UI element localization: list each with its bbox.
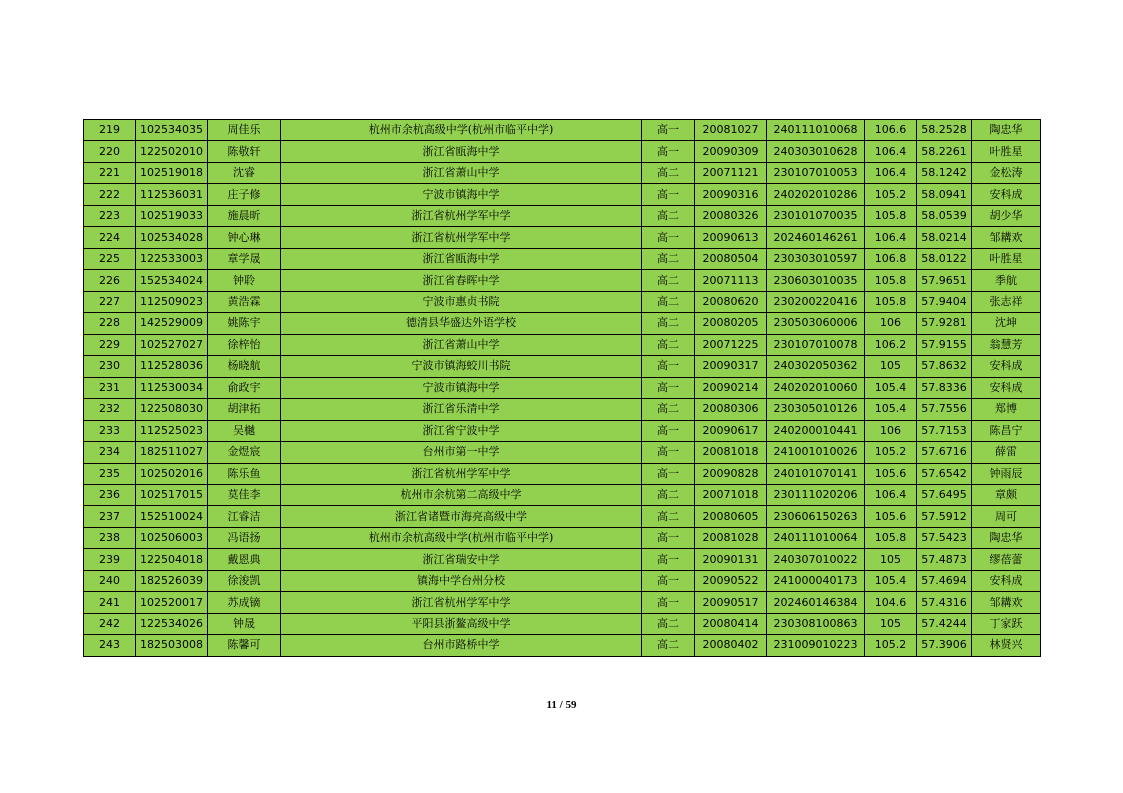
score-cell: 106.4: [865, 141, 917, 162]
score-cell: 105: [865, 549, 917, 570]
school-name-cell: 台州市第一中学: [281, 442, 642, 463]
student-code-cell: 240202010286: [767, 184, 865, 205]
table-row: [84, 120, 1041, 141]
percentile-cell: 57.6716: [917, 442, 972, 463]
table-body: [84, 120, 1041, 657]
results-table: [83, 119, 1041, 657]
student-name-cell: 钟晟: [208, 613, 281, 634]
rank-cell: 243: [84, 635, 136, 656]
exam-id-cell: 102517015: [136, 484, 208, 505]
student-code-cell: 240101070141: [767, 463, 865, 484]
score-cell: 105.4: [865, 377, 917, 398]
student-name-cell: 沈睿: [208, 162, 281, 183]
grade-cell: 高二: [642, 205, 695, 226]
student-code-cell: 240307010022: [767, 549, 865, 570]
percentile-cell: 57.6495: [917, 484, 972, 505]
student-code-cell: 230101070035: [767, 205, 865, 226]
grade-cell: 高一: [642, 227, 695, 248]
teacher-name-cell: 丁家跃: [972, 613, 1041, 634]
school-name-cell: 浙江省诸暨市海亮高级中学: [281, 506, 642, 527]
student-code-cell: 240111010064: [767, 527, 865, 548]
exam-id-cell: 112525023: [136, 420, 208, 441]
percentile-cell: 57.4873: [917, 549, 972, 570]
student-code-cell: 240302050362: [767, 356, 865, 377]
rank-cell: 240: [84, 570, 136, 591]
birth-date-cell: 20090214: [695, 377, 767, 398]
student-code-cell: 241000040173: [767, 570, 865, 591]
birth-date-cell: 20080205: [695, 313, 767, 334]
birth-date-cell: 20090316: [695, 184, 767, 205]
student-code-cell: 230111020206: [767, 484, 865, 505]
table-row: [84, 205, 1041, 226]
exam-id-cell: 102519018: [136, 162, 208, 183]
rank-cell: 231: [84, 377, 136, 398]
percentile-cell: 57.9155: [917, 334, 972, 355]
percentile-cell: 57.3906: [917, 635, 972, 656]
score-cell: 105.8: [865, 291, 917, 312]
teacher-name-cell: 安科成: [972, 184, 1041, 205]
rank-cell: 229: [84, 334, 136, 355]
school-name-cell: 浙江省杭州学军中学: [281, 463, 642, 484]
student-name-cell: 胡津拓: [208, 399, 281, 420]
grade-cell: 高一: [642, 570, 695, 591]
exam-id-cell: 152510024: [136, 506, 208, 527]
percentile-cell: 58.0122: [917, 248, 972, 269]
grade-cell: 高一: [642, 377, 695, 398]
exam-id-cell: 112536031: [136, 184, 208, 205]
table-row: [84, 592, 1041, 613]
teacher-name-cell: 张志祥: [972, 291, 1041, 312]
student-name-cell: 苏成镝: [208, 592, 281, 613]
student-code-cell: 230200220416: [767, 291, 865, 312]
grade-cell: 高二: [642, 399, 695, 420]
birth-date-cell: 20081028: [695, 527, 767, 548]
grade-cell: 高二: [642, 613, 695, 634]
table-row: [84, 613, 1041, 634]
school-name-cell: 浙江省杭州学军中学: [281, 227, 642, 248]
percentile-cell: 57.5912: [917, 506, 972, 527]
teacher-name-cell: 陈昌宁: [972, 420, 1041, 441]
score-cell: 105.6: [865, 506, 917, 527]
teacher-name-cell: 缪蓓蕾: [972, 549, 1041, 570]
grade-cell: 高一: [642, 549, 695, 570]
school-name-cell: 浙江省萧山中学: [281, 334, 642, 355]
teacher-name-cell: 章颇: [972, 484, 1041, 505]
birth-date-cell: 20081018: [695, 442, 767, 463]
rank-cell: 238: [84, 527, 136, 548]
percentile-cell: 57.4244: [917, 613, 972, 634]
school-name-cell: 宁波市镇海蛟川书院: [281, 356, 642, 377]
table-row: [84, 420, 1041, 441]
teacher-name-cell: 安科成: [972, 570, 1041, 591]
rank-cell: 225: [84, 248, 136, 269]
table-row: [84, 442, 1041, 463]
rank-cell: 220: [84, 141, 136, 162]
score-cell: 104.6: [865, 592, 917, 613]
percentile-cell: 58.2261: [917, 141, 972, 162]
score-cell: 105.8: [865, 205, 917, 226]
student-code-cell: 202460146384: [767, 592, 865, 613]
student-name-cell: 陈乐鱼: [208, 463, 281, 484]
student-code-cell: 231009010223: [767, 635, 865, 656]
exam-id-cell: 102506003: [136, 527, 208, 548]
school-name-cell: 德清县华盛达外语学校: [281, 313, 642, 334]
rank-cell: 222: [84, 184, 136, 205]
school-name-cell: 浙江省瓯海中学: [281, 141, 642, 162]
grade-cell: 高一: [642, 463, 695, 484]
student-code-cell: 230308100863: [767, 613, 865, 634]
student-code-cell: 230107010078: [767, 334, 865, 355]
grade-cell: 高一: [642, 592, 695, 613]
table-row: [84, 463, 1041, 484]
teacher-name-cell: 叶胜星: [972, 248, 1041, 269]
percentile-cell: 57.9281: [917, 313, 972, 334]
teacher-name-cell: 胡少华: [972, 205, 1041, 226]
rank-cell: 221: [84, 162, 136, 183]
school-name-cell: 宁波市惠贞书院: [281, 291, 642, 312]
teacher-name-cell: 安科成: [972, 377, 1041, 398]
birth-date-cell: 20080605: [695, 506, 767, 527]
birth-date-cell: 20080402: [695, 635, 767, 656]
student-name-cell: 钟心琳: [208, 227, 281, 248]
rank-cell: 239: [84, 549, 136, 570]
score-cell: 105.2: [865, 635, 917, 656]
teacher-name-cell: 林贤兴: [972, 635, 1041, 656]
table-row: [84, 399, 1041, 420]
teacher-name-cell: 薛雷: [972, 442, 1041, 463]
school-name-cell: 杭州市余杭高级中学(杭州市临平中学): [281, 527, 642, 548]
percentile-cell: 57.8632: [917, 356, 972, 377]
table-row: [84, 291, 1041, 312]
birth-date-cell: 20090613: [695, 227, 767, 248]
table-row: [84, 270, 1041, 291]
percentile-cell: 57.8336: [917, 377, 972, 398]
score-cell: 105.2: [865, 184, 917, 205]
student-code-cell: 240111010068: [767, 120, 865, 141]
teacher-name-cell: 周可: [972, 506, 1041, 527]
teacher-name-cell: 邹耩欢: [972, 592, 1041, 613]
birth-date-cell: 20080620: [695, 291, 767, 312]
school-name-cell: 镇海中学台州分校: [281, 570, 642, 591]
student-name-cell: 戴恩典: [208, 549, 281, 570]
student-code-cell: 230503060006: [767, 313, 865, 334]
student-code-cell: 202460146261: [767, 227, 865, 248]
teacher-name-cell: 郑博: [972, 399, 1041, 420]
exam-id-cell: 122533003: [136, 248, 208, 269]
student-name-cell: 莫佳李: [208, 484, 281, 505]
student-code-cell: 241001010026: [767, 442, 865, 463]
rank-cell: 228: [84, 313, 136, 334]
percentile-cell: 57.7153: [917, 420, 972, 441]
exam-id-cell: 112509023: [136, 291, 208, 312]
rank-cell: 233: [84, 420, 136, 441]
percentile-cell: 57.9651: [917, 270, 972, 291]
table-row: [84, 635, 1041, 656]
exam-id-cell: 102534028: [136, 227, 208, 248]
table-row: [84, 227, 1041, 248]
grade-cell: 高一: [642, 527, 695, 548]
birth-date-cell: 20090309: [695, 141, 767, 162]
score-cell: 105.4: [865, 570, 917, 591]
grade-cell: 高二: [642, 291, 695, 312]
grade-cell: 高二: [642, 334, 695, 355]
rank-cell: 232: [84, 399, 136, 420]
percentile-cell: 57.7556: [917, 399, 972, 420]
birth-date-cell: 20081027: [695, 120, 767, 141]
student-name-cell: 黄浩霖: [208, 291, 281, 312]
grade-cell: 高一: [642, 141, 695, 162]
grade-cell: 高二: [642, 484, 695, 505]
percentile-cell: 57.9404: [917, 291, 972, 312]
teacher-name-cell: 陶忠华: [972, 120, 1041, 141]
school-name-cell: 宁波市镇海中学: [281, 377, 642, 398]
birth-date-cell: 20080504: [695, 248, 767, 269]
rank-cell: 236: [84, 484, 136, 505]
rank-cell: 227: [84, 291, 136, 312]
student-name-cell: 钟聆: [208, 270, 281, 291]
score-cell: 106.6: [865, 120, 917, 141]
teacher-name-cell: 邹耩欢: [972, 227, 1041, 248]
rank-cell: 241: [84, 592, 136, 613]
school-name-cell: 浙江省杭州学军中学: [281, 205, 642, 226]
table-row: [84, 184, 1041, 205]
student-code-cell: 240202010060: [767, 377, 865, 398]
student-name-cell: 周佳乐: [208, 120, 281, 141]
table-row: [84, 506, 1041, 527]
birth-date-cell: 20080414: [695, 613, 767, 634]
student-name-cell: 徐浚凯: [208, 570, 281, 591]
exam-id-cell: 102527027: [136, 334, 208, 355]
table-row: [84, 484, 1041, 505]
school-name-cell: 浙江省乐清中学: [281, 399, 642, 420]
exam-id-cell: 142529009: [136, 313, 208, 334]
grade-cell: 高一: [642, 184, 695, 205]
student-code-cell: 230303010597: [767, 248, 865, 269]
exam-id-cell: 152534024: [136, 270, 208, 291]
score-cell: 106: [865, 420, 917, 441]
grade-cell: 高二: [642, 248, 695, 269]
birth-date-cell: 20090317: [695, 356, 767, 377]
school-name-cell: 杭州市余杭第二高级中学: [281, 484, 642, 505]
teacher-name-cell: 沈坤: [972, 313, 1041, 334]
student-name-cell: 吴樾: [208, 420, 281, 441]
student-name-cell: 杨晓航: [208, 356, 281, 377]
score-cell: 106.4: [865, 484, 917, 505]
percentile-cell: 58.2528: [917, 120, 972, 141]
score-cell: 105.6: [865, 463, 917, 484]
rank-cell: 235: [84, 463, 136, 484]
student-name-cell: 庄子修: [208, 184, 281, 205]
score-cell: 105.8: [865, 270, 917, 291]
rank-cell: 234: [84, 442, 136, 463]
birth-date-cell: 20080326: [695, 205, 767, 226]
exam-id-cell: 122504018: [136, 549, 208, 570]
birth-date-cell: 20080306: [695, 399, 767, 420]
teacher-name-cell: 叶胜星: [972, 141, 1041, 162]
student-code-cell: 230603010035: [767, 270, 865, 291]
student-code-cell: 240200010441: [767, 420, 865, 441]
student-name-cell: 章学晟: [208, 248, 281, 269]
birth-date-cell: 20090617: [695, 420, 767, 441]
exam-id-cell: 182503008: [136, 635, 208, 656]
page-number: 11 / 59: [546, 699, 577, 711]
grade-cell: 高二: [642, 162, 695, 183]
birth-date-cell: 20090828: [695, 463, 767, 484]
birth-date-cell: 20071018: [695, 484, 767, 505]
student-name-cell: 俞政宇: [208, 377, 281, 398]
grade-cell: 高二: [642, 270, 695, 291]
table-row: [84, 162, 1041, 183]
student-code-cell: 230606150263: [767, 506, 865, 527]
rank-cell: 237: [84, 506, 136, 527]
school-name-cell: 浙江省杭州学军中学: [281, 592, 642, 613]
student-name-cell: 陈馨可: [208, 635, 281, 656]
score-cell: 106.4: [865, 162, 917, 183]
school-name-cell: 平阳县浙鳌高级中学: [281, 613, 642, 634]
student-name-cell: 江睿洁: [208, 506, 281, 527]
birth-date-cell: 20090522: [695, 570, 767, 591]
percentile-cell: 58.0214: [917, 227, 972, 248]
teacher-name-cell: 季航: [972, 270, 1041, 291]
grade-cell: 高二: [642, 635, 695, 656]
student-name-cell: 徐梓怡: [208, 334, 281, 355]
exam-id-cell: 102502016: [136, 463, 208, 484]
exam-id-cell: 122502010: [136, 141, 208, 162]
grade-cell: 高一: [642, 442, 695, 463]
teacher-name-cell: 陶忠华: [972, 527, 1041, 548]
birth-date-cell: 20090517: [695, 592, 767, 613]
grade-cell: 高二: [642, 506, 695, 527]
table-row: [84, 334, 1041, 355]
birth-date-cell: 20071225: [695, 334, 767, 355]
exam-id-cell: 182526039: [136, 570, 208, 591]
student-code-cell: 230305010126: [767, 399, 865, 420]
school-name-cell: 杭州市余杭高级中学(杭州市临平中学): [281, 120, 642, 141]
score-cell: 105: [865, 613, 917, 634]
student-name-cell: 施晨昕: [208, 205, 281, 226]
school-name-cell: 浙江省萧山中学: [281, 162, 642, 183]
rank-cell: 226: [84, 270, 136, 291]
exam-id-cell: 112528036: [136, 356, 208, 377]
student-name-cell: 姚陈宇: [208, 313, 281, 334]
teacher-name-cell: 安科成: [972, 356, 1041, 377]
table-row: [84, 141, 1041, 162]
grade-cell: 高二: [642, 313, 695, 334]
rank-cell: 224: [84, 227, 136, 248]
birth-date-cell: 20071113: [695, 270, 767, 291]
table-row: [84, 527, 1041, 548]
teacher-name-cell: 金松涛: [972, 162, 1041, 183]
percentile-cell: 58.0539: [917, 205, 972, 226]
rank-cell: 223: [84, 205, 136, 226]
percentile-cell: 58.1242: [917, 162, 972, 183]
percentile-cell: 57.5423: [917, 527, 972, 548]
teacher-name-cell: 钟雨辰: [972, 463, 1041, 484]
school-name-cell: 宁波市镇海中学: [281, 184, 642, 205]
grade-cell: 高一: [642, 420, 695, 441]
percentile-cell: 57.4694: [917, 570, 972, 591]
percentile-cell: 57.6542: [917, 463, 972, 484]
exam-id-cell: 122508030: [136, 399, 208, 420]
school-name-cell: 浙江省春晖中学: [281, 270, 642, 291]
score-cell: 105.2: [865, 442, 917, 463]
score-cell: 105: [865, 356, 917, 377]
exam-id-cell: 102534035: [136, 120, 208, 141]
score-cell: 105.4: [865, 399, 917, 420]
exam-id-cell: 182511027: [136, 442, 208, 463]
rank-cell: 242: [84, 613, 136, 634]
exam-id-cell: 122534026: [136, 613, 208, 634]
school-name-cell: 台州市路桥中学: [281, 635, 642, 656]
school-name-cell: 浙江省宁波中学: [281, 420, 642, 441]
school-name-cell: 浙江省瑞安中学: [281, 549, 642, 570]
table-row: [84, 549, 1041, 570]
score-cell: 106.4: [865, 227, 917, 248]
student-name-cell: 金煜宸: [208, 442, 281, 463]
grade-cell: 高一: [642, 356, 695, 377]
exam-id-cell: 112530034: [136, 377, 208, 398]
teacher-name-cell: 翁慧芳: [972, 334, 1041, 355]
student-code-cell: 230107010053: [767, 162, 865, 183]
table-row: [84, 356, 1041, 377]
percentile-cell: 57.4316: [917, 592, 972, 613]
exam-id-cell: 102520017: [136, 592, 208, 613]
school-name-cell: 浙江省瓯海中学: [281, 248, 642, 269]
score-cell: 106: [865, 313, 917, 334]
student-name-cell: 陈敬轩: [208, 141, 281, 162]
student-name-cell: 冯语扬: [208, 527, 281, 548]
table-row: [84, 248, 1041, 269]
student-code-cell: 240303010628: [767, 141, 865, 162]
score-cell: 105.8: [865, 527, 917, 548]
score-cell: 106.8: [865, 248, 917, 269]
exam-id-cell: 102519033: [136, 205, 208, 226]
rank-cell: 230: [84, 356, 136, 377]
birth-date-cell: 20071121: [695, 162, 767, 183]
birth-date-cell: 20090131: [695, 549, 767, 570]
score-cell: 106.2: [865, 334, 917, 355]
rank-cell: 219: [84, 120, 136, 141]
grade-cell: 高一: [642, 120, 695, 141]
table-row: [84, 377, 1041, 398]
percentile-cell: 58.0941: [917, 184, 972, 205]
table-row: [84, 313, 1041, 334]
table-row: [84, 570, 1041, 591]
